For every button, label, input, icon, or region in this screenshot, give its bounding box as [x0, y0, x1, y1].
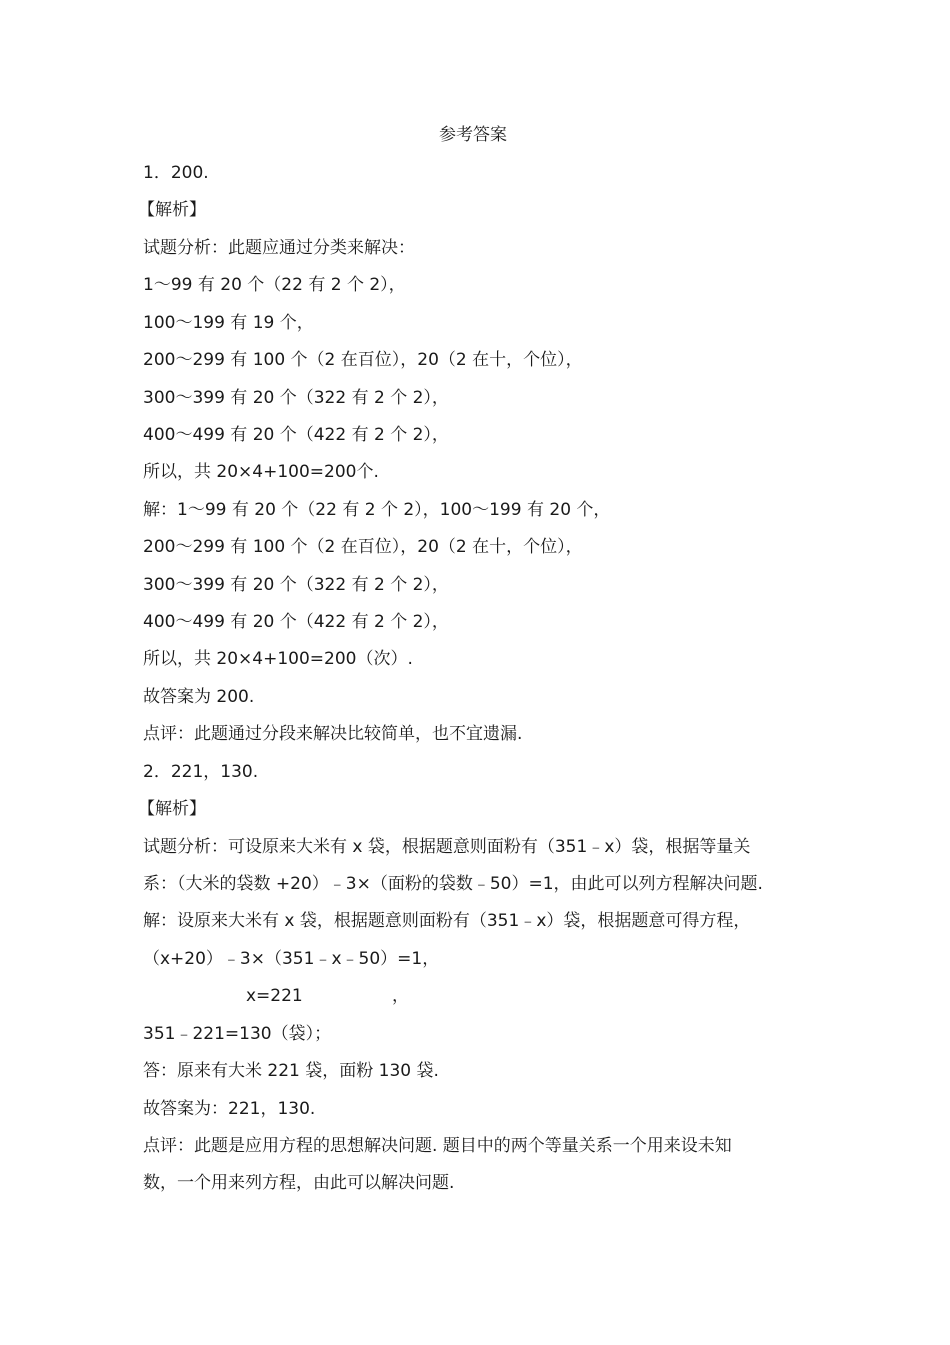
q1-analysis-line-5: 400～499 有 20 个（422 有 2 个 2），	[143, 425, 449, 445]
q2-solution-line-1: 解：设原来大米有 x 袋，根据题意则面粉有（351﹣x）袋，根据题意可得方程，	[143, 911, 751, 931]
q2-equation-result-comma: ，	[392, 986, 409, 1006]
q2-analysis-line-1: 试题分析：可设原来大米有 x 袋，根据题意则面粉有（351﹣x）袋，根据等量关	[143, 837, 751, 857]
q2-equation-result: x=221	[246, 986, 303, 1006]
q1-comment: 点评：此题通过分段来解决比较简单，也不宜遗漏.	[143, 724, 523, 744]
q1-solution-line-1: 解：1～99 有 20 个（22 有 2 个 2），100～199 有 20 个，	[143, 500, 611, 520]
q2-answer: 2．221，130.	[143, 762, 259, 782]
q1-analysis-line-4: 300～399 有 20 个（322 有 2 个 2），	[143, 388, 449, 408]
page-title: 参考答案	[439, 125, 507, 145]
q1-analysis-line-1: 1～99 有 20 个（22 有 2 个 2），	[143, 275, 406, 295]
q1-solution-line-2: 200～299 有 100 个（2 在百位），20（2 在十，个位），	[143, 537, 583, 557]
q2-calculation: 351﹣221=130（袋）；	[143, 1024, 332, 1044]
q1-analysis-line-2: 100～199 有 19 个，	[143, 313, 314, 333]
q1-solution-line-4: 400～499 有 20 个（422 有 2 个 2），	[143, 612, 449, 632]
q2-comment-line-1: 点评：此题是应用方程的思想解决问题. 题目中的两个等量关系一个用来设未知	[143, 1136, 732, 1156]
q2-analysis-line-2: 系：（大米的袋数 +20）﹣3×（面粉的袋数﹣50）=1，由此可以列方程解决问题.	[143, 874, 763, 894]
q1-solution-line-3: 300～399 有 20 个（322 有 2 个 2），	[143, 575, 449, 595]
q1-analysis-line-3: 200～299 有 100 个（2 在百位），20（2 在十，个位），	[143, 350, 583, 370]
q2-final-answer: 故答案为：221，130.	[143, 1099, 316, 1119]
q1-analysis-line-6: 所以，共 20×4+100=200个.	[143, 462, 379, 482]
q1-analysis: 试题分析：此题应通过分类来解决：	[143, 238, 415, 258]
q1-jiexi-heading: 【解析】	[138, 200, 206, 220]
q2-equation: （x+20）﹣3×（351﹣x﹣50）=1，	[143, 949, 440, 969]
q1-answer: 1．200.	[143, 163, 209, 183]
q2-comment-line-2: 数，一个用来列方程，由此可以解决问题.	[143, 1173, 455, 1193]
q2-reply: 答：原来有大米 221 袋，面粉 130 袋.	[143, 1061, 439, 1081]
q1-solution-line-5: 所以，共 20×4+100=200（次）.	[143, 649, 413, 669]
q1-final-answer: 故答案为 200.	[143, 687, 255, 707]
q2-jiexi-heading: 【解析】	[138, 799, 206, 819]
